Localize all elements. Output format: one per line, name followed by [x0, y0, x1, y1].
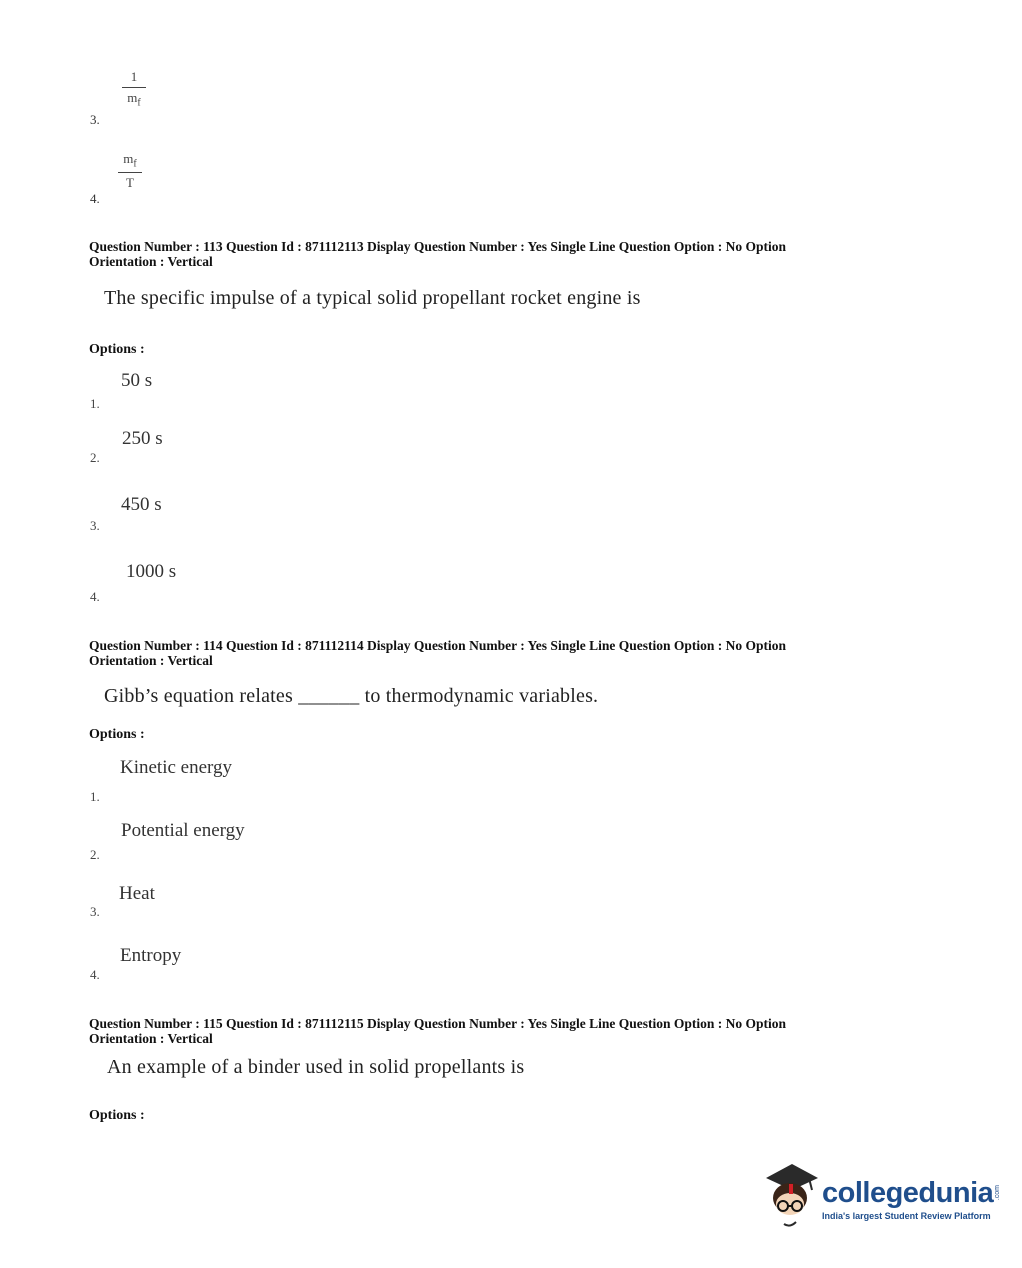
mascot-icon — [762, 1160, 822, 1230]
question-header-line2: Orientation : Vertical — [89, 653, 213, 668]
fraction-numerator: $m_f$ — [123, 151, 137, 170]
option-number: 2. — [90, 847, 100, 862]
option-number: 3. — [90, 112, 100, 127]
option-text[interactable]: Entropy — [120, 945, 182, 966]
option-number: 3. — [90, 904, 100, 919]
question-header-line2: Orientation : Vertical — [89, 1031, 213, 1046]
option-text[interactable]: Heat — [119, 883, 155, 904]
fraction-bar — [122, 87, 146, 88]
option-number: 2. — [90, 450, 100, 465]
fraction-option-3 — [122, 68, 146, 109]
option-number: 1. — [90, 789, 100, 804]
fraction-denominator: T — [126, 174, 134, 190]
question-114-text: Gibb’s equation relates ______ to thermodynamic variables. — [104, 685, 599, 707]
option-text[interactable]: 1000 s — [126, 561, 177, 582]
option-number: 4. — [90, 967, 100, 982]
option-number: 1. — [90, 396, 100, 411]
option-text[interactable]: 50 s — [121, 370, 153, 391]
question-115-header — [89, 1016, 989, 1046]
fraction-numerator: 1 — [130, 69, 138, 84]
logo-tagline: India's largest Student Review Platform — [822, 1211, 991, 1221]
question-header-line1: Question Number : 113 Question Id : 871112113 Display Question Number : Yes Single Line Question Option : No Option — [89, 239, 786, 254]
option-text[interactable]: Potential energy — [121, 820, 245, 841]
question-113-header — [89, 239, 989, 269]
collegedunia-logo[interactable] — [762, 1160, 1002, 1230]
question-113-text: The specific impulse of a typical solid propellant rocket engine is — [104, 287, 641, 309]
options-label: Options : — [89, 342, 145, 357]
option-text[interactable]: 250 s — [122, 428, 163, 449]
options-label: Options : — [89, 1108, 145, 1123]
fraction-bar — [118, 172, 142, 173]
option-text[interactable]: 450 s — [121, 494, 162, 515]
question-header-line1: Question Number : 114 Question Id : 871112114 Display Question Number : Yes Single Line Question Option : No Option — [89, 638, 786, 653]
question-header-line2: Orientation : Vertical — [89, 254, 213, 269]
options-label: Options : — [89, 727, 145, 742]
fraction-denominator: $m_f$ — [127, 90, 141, 109]
question-header-line1: Question Number : 115 Question Id : 871112115 Display Question Number : Yes Single Line Question Option : No Option — [89, 1016, 786, 1031]
option-number: 3. — [90, 518, 100, 533]
option-text[interactable]: Kinetic energy — [120, 757, 233, 778]
question-115-text: An example of a binder used in solid propellants is — [107, 1056, 525, 1078]
option-number: 4. — [90, 589, 100, 604]
logo-name: collegedunia — [822, 1177, 994, 1209]
logo-suffix: .com — [994, 1185, 1002, 1201]
question-114-header — [89, 638, 989, 668]
option-number: 4. — [90, 191, 100, 206]
fraction-option-4 — [118, 150, 142, 191]
